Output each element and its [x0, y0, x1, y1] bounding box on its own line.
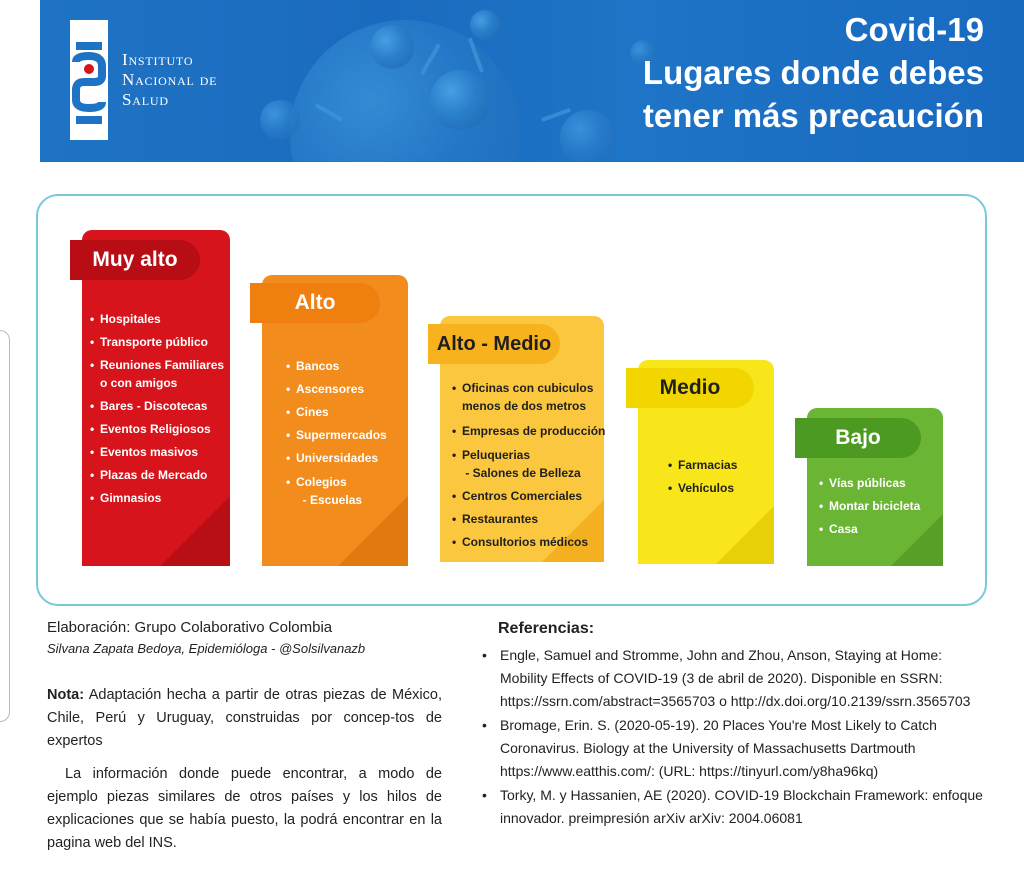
- list-item: • Universidades: [286, 447, 406, 470]
- place-list: [286, 355, 406, 509]
- ins-logo-icon: [70, 20, 108, 140]
- reference-item: • Bromage, Erin. S. (2020-05-19). 20 Places You're Most Likely to Catch Coronavirus. Biology at the University of Massachusetts Dartmouth https://www.eatthis.com/: (URL: https://tinyurl.com/y8ha96kq): [498, 714, 990, 783]
- credits-autora: Silvana Zapata Bedoya, Epidemióloga - @Solsilvanazb: [47, 641, 366, 656]
- card-title: [428, 324, 560, 364]
- card-title: [70, 240, 200, 280]
- list-item: • Oficinas con cubiculos menos de dos metros: [452, 379, 602, 415]
- risk-card-bajo: [795, 408, 943, 566]
- card-title-text: Medio: [659, 376, 721, 399]
- virus-illustration: [560, 110, 615, 162]
- logo-line: Instituto: [122, 50, 194, 69]
- list-item: • Vehículos: [668, 477, 768, 500]
- list-item: • Bancos: [286, 355, 406, 378]
- title-line: Covid-19: [844, 11, 984, 48]
- list-item: • Vías públicas: [819, 472, 939, 495]
- list-item: • Montar bicicleta: [819, 495, 939, 518]
- references-heading: Referencias:: [498, 620, 595, 637]
- list-item: • Colegios - Escuelas: [286, 473, 406, 509]
- list-item: • Gimnasios: [90, 487, 230, 510]
- risk-card-alto: [250, 275, 408, 566]
- reference-item: • Torky, M. y Hassanien, AE (2020). COVID-19 Blockchain Framework: enfoque innovador. preimpresión arXiv arXiv: 2004.06081: [498, 784, 990, 830]
- title-line: Lugares donde debes: [642, 54, 984, 91]
- credits: [47, 617, 442, 659]
- list-item: • Reuniones Familiares o con amigos: [90, 356, 230, 392]
- logo-line: Nacional de: [122, 70, 218, 89]
- list-item: • Empresas de producción: [452, 420, 602, 443]
- info-paragraph: La información donde puede encontrar, a modo de ejemplo piezas similares de otros países y los hilos de explicaciones que se había puesto, la podrá encontrar en la pagina web del INS.: [47, 766, 442, 851]
- virus-illustration: [430, 70, 490, 130]
- list-item: • Consultorios médicos: [452, 531, 602, 554]
- references-list: [498, 644, 990, 830]
- ins-logo-text: [122, 50, 217, 110]
- place-list: [452, 376, 606, 554]
- card-title: [250, 283, 380, 323]
- card-title: [795, 418, 921, 458]
- place-list: [819, 472, 939, 541]
- list-item: • Ascensores: [286, 378, 406, 401]
- page-edge-bracket: [0, 330, 10, 722]
- credits-elaboracion: Elaboración: Grupo Colaborativo Colombia: [47, 619, 333, 636]
- list-item: • Supermercados: [286, 424, 406, 447]
- logo-line: Salud: [122, 90, 169, 109]
- list-item: • Bares - Discotecas: [90, 395, 230, 418]
- reference-item: • Engle, Samuel and Stromme, John and Zhou, Anson, Staying at Home: Mobility Effects of COVID-19 (3 de abril de 2020). Disponible en SSRN: https://ssrn.com/abstract=3565703 o http://dx.doi.org/10.2139/ssrn.3565703: [498, 644, 990, 713]
- title-line: tener más precaución: [642, 97, 984, 134]
- card-title: [626, 368, 754, 408]
- nota-text: Adaptación hecha a partir de otras piezas de México, Chile, Perú y Uruguay, construidas por concep-tos de expertos: [47, 687, 442, 749]
- list-item: • Restaurantes: [452, 508, 602, 531]
- place-list: [90, 308, 230, 510]
- card-title-text: Bajo: [835, 426, 881, 449]
- card-title-text: Alto - Medio: [436, 332, 552, 355]
- card-title-text: Alto: [294, 291, 336, 314]
- list-item: • Casa: [819, 518, 939, 541]
- nota-label: Nota:: [47, 687, 85, 703]
- list-item: • Plazas de Mercado: [90, 464, 230, 487]
- list-item: • Eventos Religiosos: [90, 418, 230, 441]
- card-title-text: Muy alto: [92, 248, 178, 271]
- references: [498, 620, 990, 831]
- page-title: [643, 8, 984, 137]
- virus-illustration: [470, 10, 500, 40]
- virus-illustration: [260, 100, 300, 140]
- list-item: • Transporte público: [90, 331, 230, 354]
- risk-card-muy-alto: [70, 230, 230, 566]
- list-item: • Hospitales: [90, 308, 230, 331]
- card-fold: [716, 506, 774, 564]
- list-item: • Eventos masivos: [90, 441, 230, 464]
- list-item: • Centros Comerciales: [452, 485, 602, 508]
- risk-card-alto-medio: [428, 316, 604, 562]
- list-item: • Peluquerias - Salones de Belleza: [452, 446, 602, 482]
- nota-paragraph: [47, 684, 442, 753]
- place-list: [668, 454, 768, 500]
- risk-card-medio: [626, 360, 774, 564]
- list-item: • Cines: [286, 401, 406, 424]
- virus-illustration: [370, 25, 414, 69]
- list-item: • Farmacias: [668, 454, 768, 477]
